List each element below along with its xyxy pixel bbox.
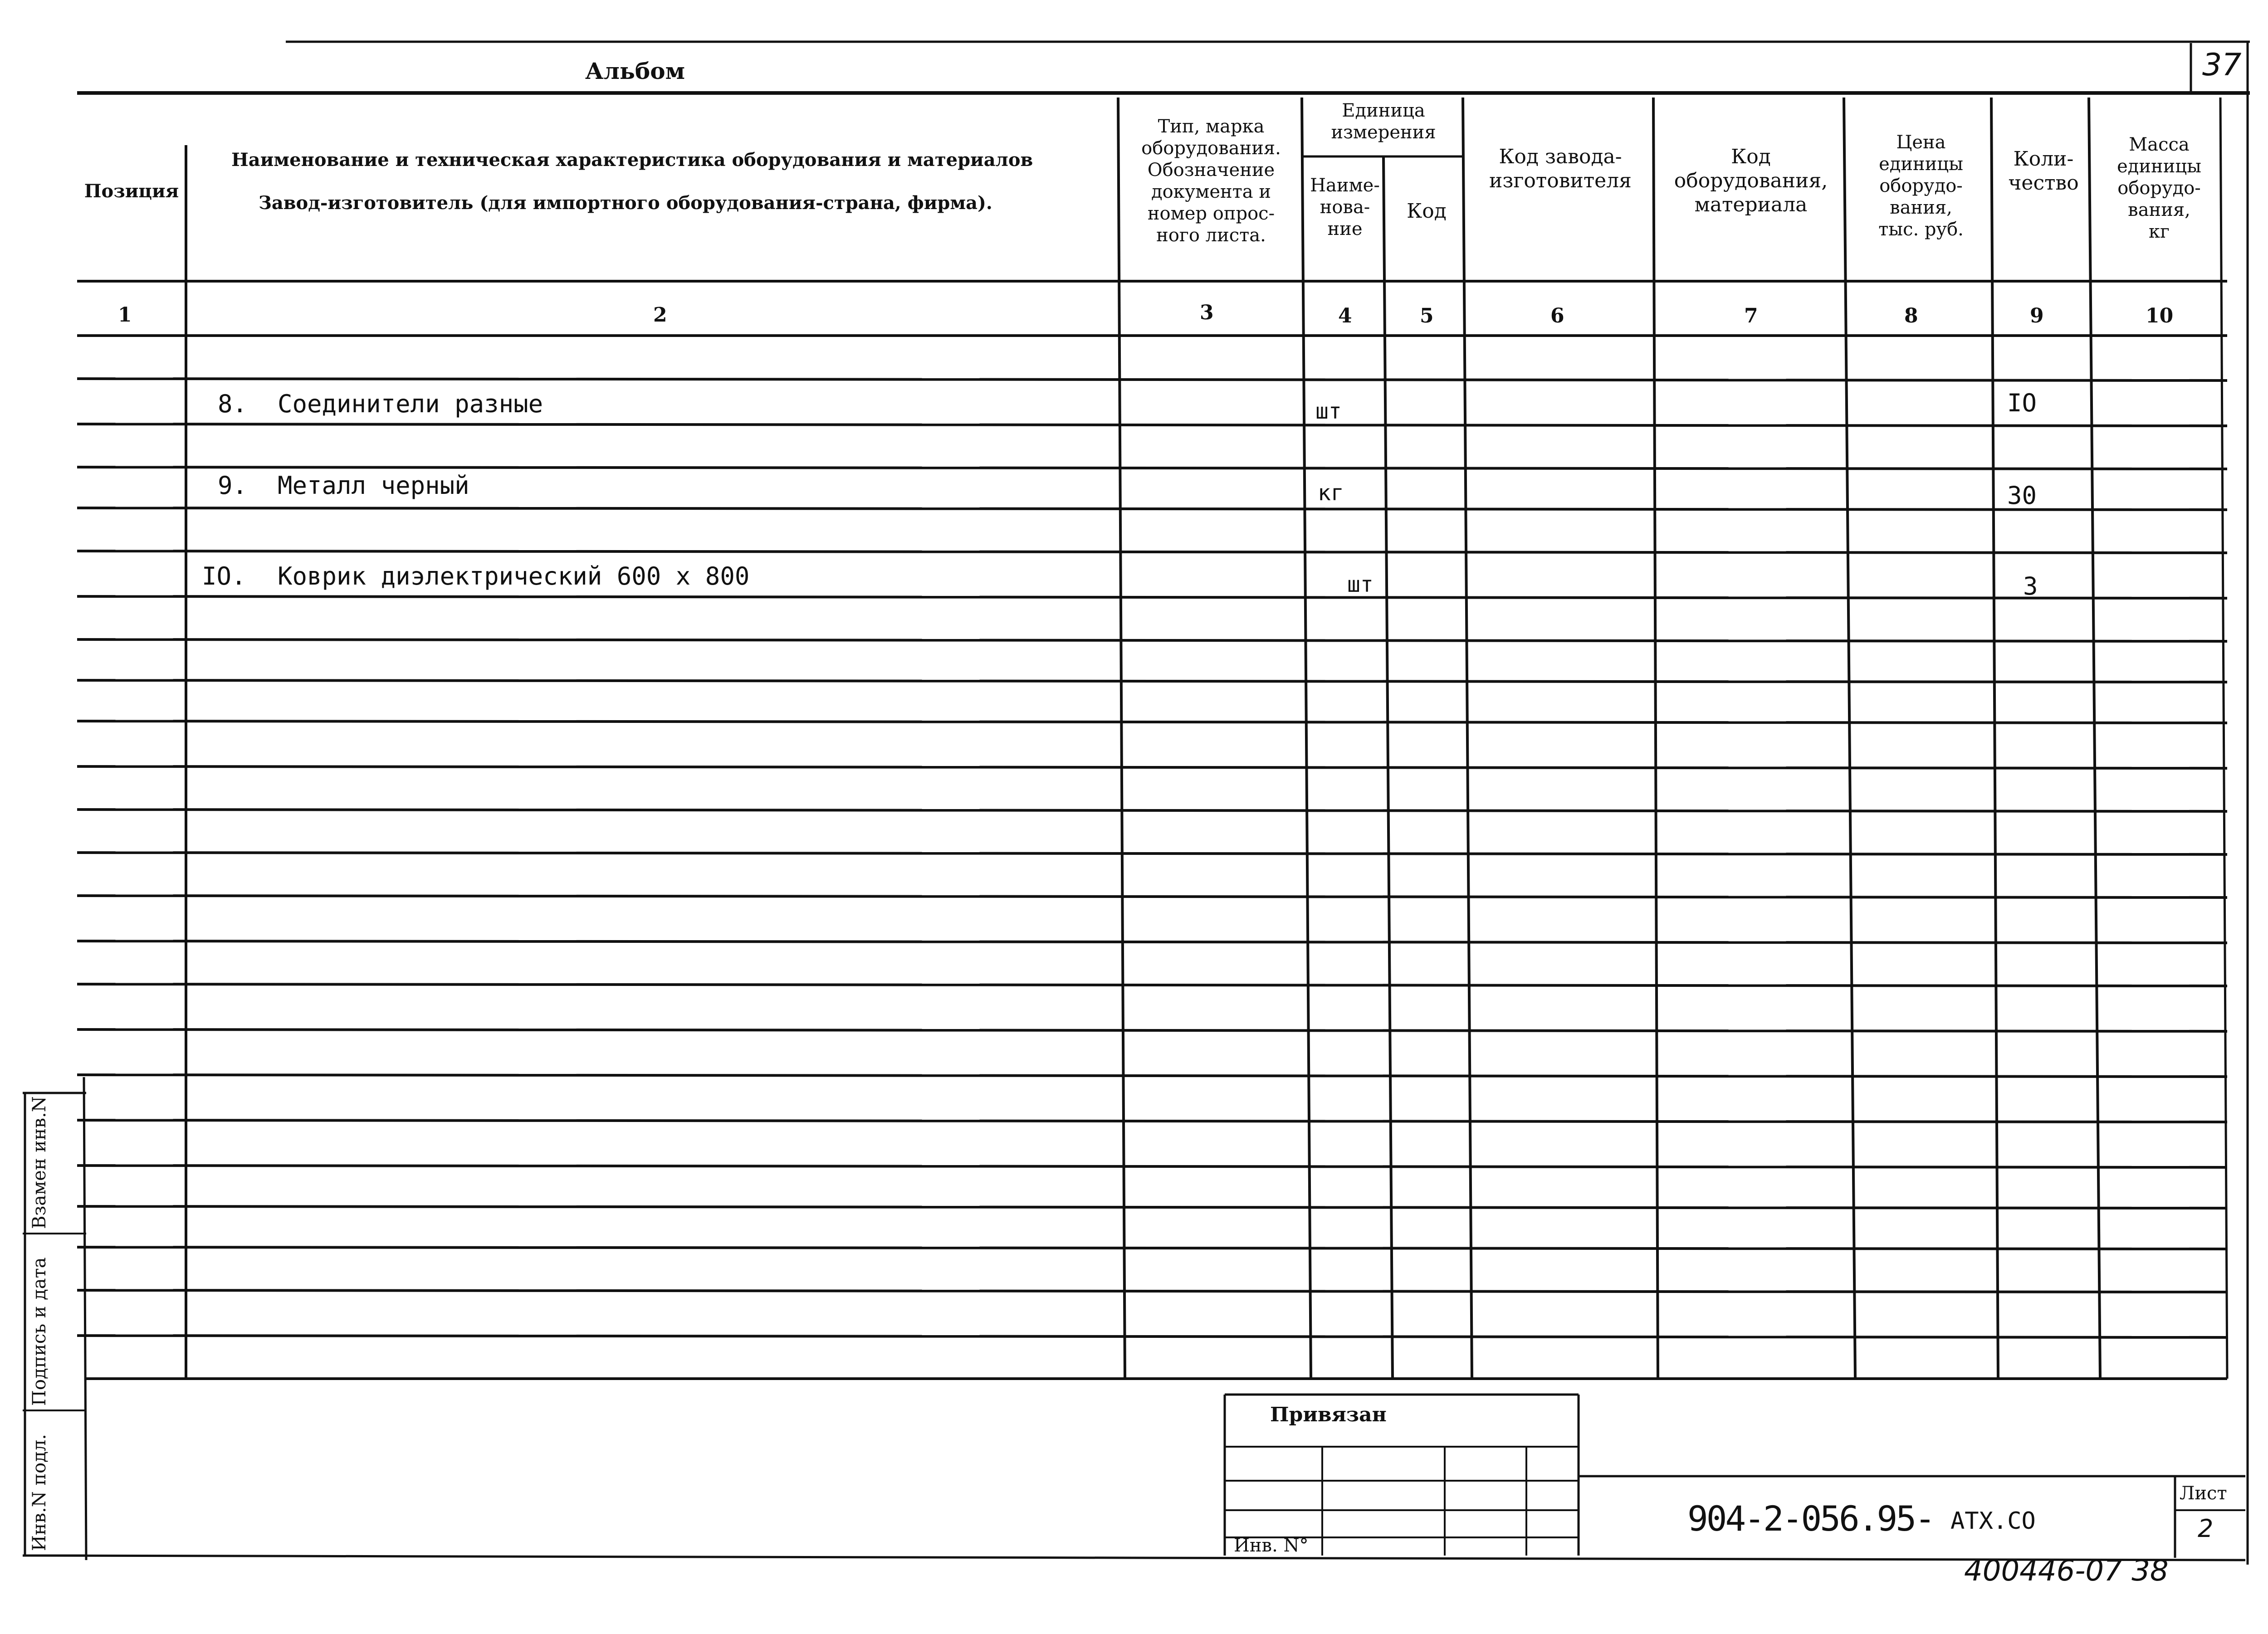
table-rule bbox=[77, 1247, 2227, 1249]
document-suffix: АТХ.СО bbox=[1950, 1507, 2036, 1535]
column-number-2: 2 bbox=[653, 303, 667, 327]
column-number-5: 5 bbox=[1420, 304, 1434, 327]
header-unit-name: Наиме- нова- ние bbox=[1310, 175, 1380, 239]
table-rule bbox=[77, 1336, 2227, 1337]
header-type-mark: Тип, марка оборудования. Обозначение документа и номер опрос- ного листа. bbox=[1141, 116, 1281, 246]
table-rule bbox=[77, 984, 2227, 986]
stamp-replacement-inv: Взамен инв.N bbox=[29, 1096, 50, 1229]
table-rule bbox=[77, 639, 2227, 641]
column-number-8: 8 bbox=[1904, 304, 1918, 327]
row-10-unit: шт bbox=[1347, 572, 1374, 597]
album-label: Альбом bbox=[585, 58, 685, 84]
table-rule bbox=[77, 508, 2227, 510]
stamp-signature-date: Подпись и дата bbox=[29, 1257, 50, 1406]
table-rule bbox=[77, 1166, 2227, 1167]
header-unit-code: Код bbox=[1407, 200, 1447, 223]
row-8-number: 8. bbox=[218, 390, 248, 418]
table-rule bbox=[77, 379, 2227, 380]
header-unit-group: Единица измерения bbox=[1331, 100, 1436, 143]
table-rule bbox=[77, 1029, 2227, 1031]
table-rule bbox=[77, 1290, 2227, 1292]
row-9-number: 9. bbox=[218, 471, 248, 500]
table-rule bbox=[77, 551, 2227, 553]
column-number-4: 4 bbox=[1338, 304, 1352, 327]
sheet-value: 2 bbox=[2198, 1514, 2214, 1543]
row-8-quantity: IO bbox=[2007, 389, 2037, 417]
column-number-9: 9 bbox=[2030, 304, 2044, 327]
table-rule bbox=[77, 467, 2227, 469]
row-10-name: Коврик диэлектрический 600 x 800 bbox=[278, 562, 750, 590]
inv-number-label: Инв. N° bbox=[1234, 1535, 1309, 1556]
table-rule bbox=[77, 1075, 2227, 1077]
table-rule bbox=[77, 1120, 2227, 1122]
row-10-quantity: 3 bbox=[2023, 572, 2038, 600]
row-8-unit: шт bbox=[1315, 399, 1342, 424]
header-factory-code: Код завода- изготовителя bbox=[1489, 145, 1632, 192]
header-unit-price: Цена единицы оборудо- вания, тыс. руб. bbox=[1878, 132, 1964, 240]
row-9-name: Металл черный bbox=[278, 471, 469, 500]
row-10-number: IO. bbox=[202, 562, 246, 590]
row-9-quantity: 30 bbox=[2007, 481, 2037, 510]
privyazan-label: Привязан bbox=[1270, 1403, 1387, 1426]
row-9-unit: кг bbox=[1318, 480, 1344, 506]
table-rule bbox=[77, 853, 2227, 854]
header-quantity: Коли- чество bbox=[2008, 147, 2079, 195]
sheet-label: Лист bbox=[2180, 1483, 2227, 1504]
table-rule bbox=[77, 1206, 2227, 1208]
table-rule bbox=[77, 680, 2227, 682]
table-rule bbox=[77, 896, 2227, 897]
column-number-3: 3 bbox=[1200, 301, 1214, 324]
column-number-6: 6 bbox=[1550, 304, 1564, 327]
header-mass: Масса единицы оборудо- вания, кг bbox=[2117, 134, 2201, 242]
row-8-name: Соединители разные bbox=[278, 390, 543, 418]
stamp-inv-podl: Инв.N подл. bbox=[29, 1434, 50, 1551]
table-rule bbox=[77, 424, 2227, 426]
column-number-1: 1 bbox=[118, 303, 132, 327]
table-rule bbox=[77, 596, 2227, 598]
table-rule bbox=[77, 766, 2227, 768]
table-rule bbox=[77, 721, 2227, 723]
header-name-line2: Завод-изготовитель (для импортного оборудования-страна, фирма). bbox=[259, 192, 992, 214]
table-rule bbox=[77, 810, 2227, 811]
header-name-line1: Наименование и техническая характеристика оборудования и материалов bbox=[231, 149, 1033, 171]
column-number-7: 7 bbox=[1744, 304, 1758, 327]
handwritten-footer: 400446-07 38 bbox=[1964, 1554, 2169, 1588]
header-equipment-code: Код оборудования, материала bbox=[1674, 145, 1828, 216]
document-code: 904-2-056.95- bbox=[1687, 1498, 1934, 1539]
column-number-10: 10 bbox=[2146, 304, 2174, 327]
header-position: Позиция bbox=[84, 180, 179, 202]
sheet-number: 37 bbox=[2202, 47, 2242, 83]
table-rule bbox=[77, 941, 2227, 943]
